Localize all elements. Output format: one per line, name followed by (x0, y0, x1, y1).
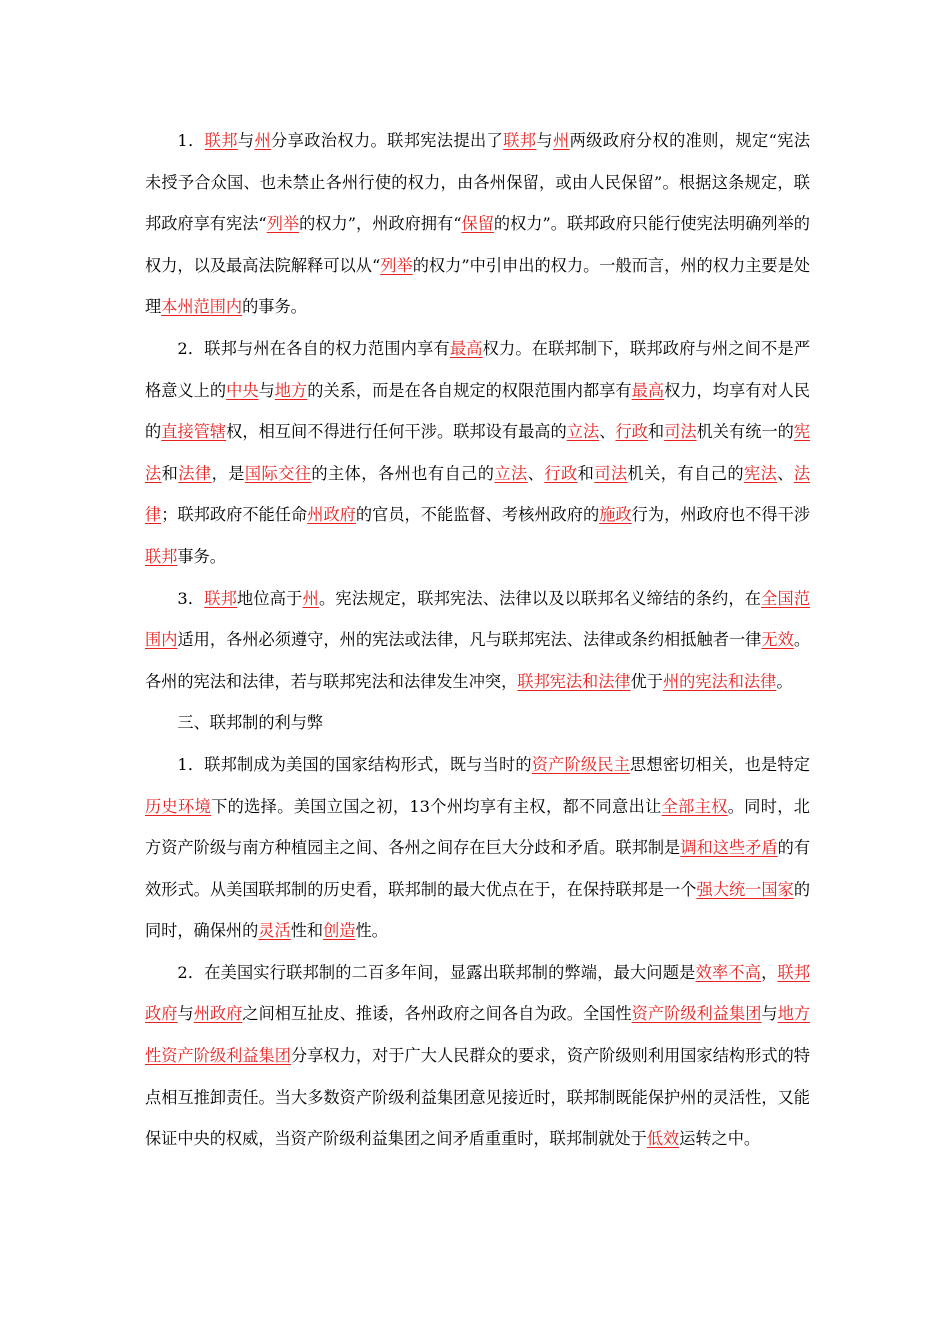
highlighted-term: 联邦政府 (145, 962, 811, 1024)
text-run: 之间相互扯皮、推诿，各州政府之间各自为政。全国性 (242, 1004, 632, 1024)
highlighted-term: 联邦宪法和法律 (517, 671, 631, 691)
text-run: 。 (776, 671, 793, 691)
text-run: 2．在美国实行联邦制的二百多年间，显露出联邦制的弊端，最大问题是 (177, 962, 696, 982)
text-run: 、 (527, 463, 545, 483)
highlighted-term: 行政 (615, 422, 648, 442)
highlighted-term: 最高 (449, 338, 483, 358)
text-run: 权，相互间不得进行任何干涉。联邦设有最高的 (226, 422, 567, 442)
highlighted-term: 联邦 (503, 131, 537, 150)
document-body (145, 120, 810, 1160)
highlighted-term: 历史环境 (145, 796, 212, 816)
highlighted-term: 资产阶级利益集团 (631, 1004, 762, 1024)
text-run: 2．联邦与州在各自的权力范围内享有 (177, 338, 450, 358)
highlighted-term: 法律 (145, 463, 811, 525)
text-run: 机关，有自己的 (627, 463, 744, 483)
text-run: 权力。在联邦制下，联邦政府与州之间不是严格意义上的 (145, 338, 811, 400)
text-run: 的关系，而是在各自规定的权限范围内都享有 (307, 380, 632, 400)
highlighted-term: 强大统一国家 (696, 879, 794, 899)
text-run: 1． (177, 131, 205, 150)
text-run: 下的选择。美国立国之初，13个州均享有主权，都不同意出让 (211, 796, 662, 816)
text-run: 与 (237, 131, 255, 150)
paragraph-1 (145, 120, 810, 328)
highlighted-term: 直接管辖 (161, 422, 227, 442)
highlighted-term: 资产阶级民主 (531, 754, 631, 774)
text-run: 。同时，北方资产阶级与南方种植园主之间、各州之间存在巨大分歧和矛盾。联邦制是 (145, 796, 810, 858)
text-run: 适用，各州必须遵守，州的宪法或法律，凡与联邦宪法、法律或条约相抵触者一律 (177, 630, 762, 650)
text-run: 权力，均享有对人民的 (145, 380, 811, 442)
highlighted-term: 宪法 (145, 422, 811, 483)
text-run: ；联邦政府不能任命 (161, 505, 308, 525)
text-run: 机关有统一的 (696, 422, 794, 442)
highlighted-term: 最高 (631, 380, 665, 400)
highlighted-term: 灵活 (258, 921, 291, 941)
text-run: 和 (577, 463, 595, 483)
paragraph-3 (145, 578, 810, 703)
highlighted-term: 列举 (380, 255, 413, 275)
text-run: 分享权力，对于广大人民群众的要求，资产阶级则利用国家结构形式的特点相互推卸责任。当大多数资产阶级利益集团意见接近时，联邦制既能保护州的灵活性，又能保证中央的权威，当资产阶级利益集团之间矛盾重重时，联邦制就处于 (145, 1046, 810, 1149)
text-run: 运转之中。 (679, 1129, 761, 1149)
highlighted-term: 创造 (323, 921, 356, 941)
text-run: 、 (599, 422, 616, 442)
highlighted-term: 联邦 (145, 546, 178, 566)
text-run: 的同时，确保州的 (145, 879, 811, 941)
text-run: 和 (161, 463, 179, 483)
text-run: ，是 (211, 463, 245, 483)
text-run: 地位高于 (237, 588, 303, 608)
highlighted-term: 法律 (178, 463, 212, 483)
highlighted-term: 地方性资产阶级利益集团 (145, 1004, 811, 1066)
text-run: 的事务。 (242, 297, 307, 317)
highlighted-term: 司法 (594, 463, 628, 483)
highlighted-term: 州 (552, 131, 570, 150)
highlighted-term: 调和这些矛盾 (680, 838, 778, 858)
text-run: 与 (177, 1004, 194, 1024)
highlighted-term: 州政府 (307, 505, 356, 525)
text-run: 思想密切相关，也是特定 (630, 754, 810, 774)
highlighted-term: 无效 (761, 630, 794, 650)
highlighted-term: 立法 (494, 463, 528, 483)
text-run: 的权力”中引申出的权力。一般而言，州的权力主要是处理 (145, 255, 811, 317)
text-run: 的主体，各州也有自己的 (311, 463, 495, 483)
text-run: 两级政府分权的准则，规定“宪法未授予合众国、也未禁止各州行使的权力，由各州保留，或由人民保留”。根据这条规定，联邦政府享有宪法“ (145, 131, 811, 234)
text-run: 性。 (355, 921, 388, 941)
highlighted-term: 全部主权 (661, 796, 728, 816)
highlighted-term: 全国范围内 (145, 588, 811, 650)
highlighted-term: 行政 (544, 463, 578, 483)
text-run: 与 (536, 131, 553, 150)
highlighted-term: 保留 (461, 214, 494, 234)
text-run: 3． (177, 588, 205, 608)
text-run: 、 (777, 463, 794, 483)
text-run: 。宪法规定，联邦宪法、法律以及以联邦名义缔结的条约，在 (318, 588, 762, 608)
text-run: 事务。 (177, 546, 226, 566)
paragraph-4 (145, 744, 810, 952)
text-run: 的官员，不能监督、考核州政府的 (355, 505, 600, 525)
highlighted-term: 州 (302, 588, 319, 608)
text-run: 的权力”。联邦政府只能行使宪法明确列举的权力，以及最高法院解释可以从“ (145, 214, 810, 275)
highlighted-term: 施政 (599, 505, 632, 525)
highlighted-term: 联邦 (204, 131, 238, 150)
text-run: 行为，州政府也不得干涉 (631, 505, 811, 525)
highlighted-term: 州政府 (193, 1004, 243, 1024)
text-run: 与 (258, 380, 275, 400)
highlighted-term: 州 (254, 131, 272, 150)
highlighted-term: 低效 (646, 1129, 680, 1149)
highlighted-term: 司法 (664, 422, 697, 442)
section-heading: 三、联邦制的利与弊 (177, 713, 324, 733)
text-run: 与 (761, 1004, 778, 1024)
text-run: 的权力”，州政府拥有“ (299, 214, 462, 234)
text-run: 分享政治权力。联邦宪法提出了 (271, 131, 504, 150)
highlighted-term: 本州范围内 (161, 297, 243, 317)
highlighted-term: 立法 (566, 422, 600, 442)
highlighted-term: 国际交往 (244, 463, 312, 483)
text-run: ， (761, 962, 778, 982)
text-run: 优于 (630, 671, 663, 691)
text-run: 性和 (290, 921, 324, 941)
highlighted-term: 州的宪法和法律 (663, 671, 777, 691)
text-run: 的有效形式。从美国联邦制的历史看，联邦制的最大优点在于，在保持联邦是一个 (145, 838, 811, 899)
paragraph-5 (145, 952, 810, 1160)
text-run: 和 (647, 422, 665, 442)
paragraph-2 (145, 328, 810, 578)
highlighted-term: 中央 (226, 380, 259, 400)
text-run: 。各州的宪法和法律，若与联邦宪法和法律发生冲突， (145, 630, 811, 691)
highlighted-term: 宪法 (743, 463, 778, 483)
highlighted-term: 地方 (274, 380, 308, 400)
text-run: 1．联邦制成为美国的国家结构形式，既与当时的 (177, 754, 532, 774)
highlighted-term: 列举 (266, 214, 300, 234)
highlighted-term: 效率不高 (695, 962, 762, 982)
highlighted-term: 联邦 (204, 588, 238, 608)
